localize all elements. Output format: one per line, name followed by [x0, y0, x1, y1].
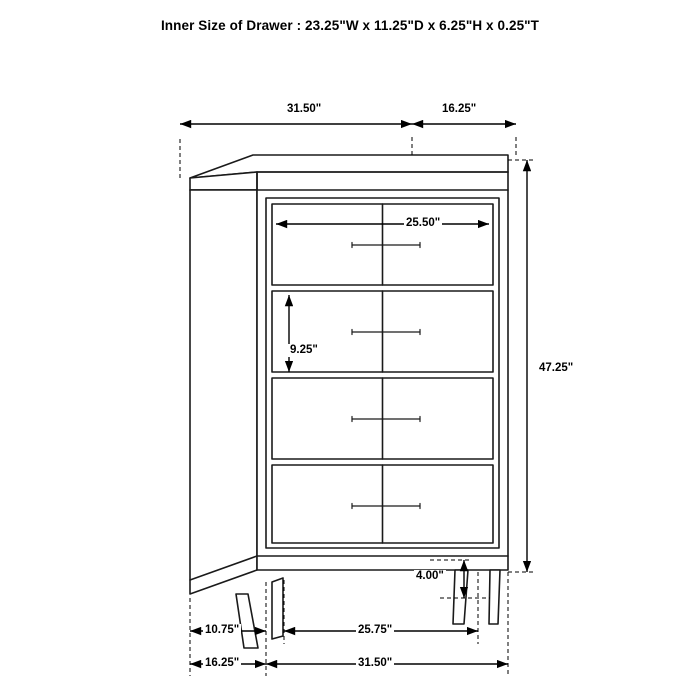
top-width-label: 31.50" [287, 103, 322, 115]
bottom-width-label: 31.50" [358, 657, 393, 669]
base-height-label: 4.00" [416, 570, 444, 582]
drawer-width-label: 25.50" [406, 217, 441, 229]
top-depth-label: 16.25" [442, 103, 477, 115]
page-title: Inner Size of Drawer : 23.25"W x 11.25"D x 6.25"H x 0.25"T [160, 18, 540, 33]
overall-height-label: 47.25" [539, 362, 574, 374]
drawer-height-label: 9.25" [290, 344, 318, 356]
foot-depth-label: 10.75" [205, 624, 240, 636]
furniture-illustration [190, 155, 508, 648]
base-front-width-label: 25.75" [358, 624, 393, 636]
bottom-depth-label: 16.25" [205, 657, 240, 669]
